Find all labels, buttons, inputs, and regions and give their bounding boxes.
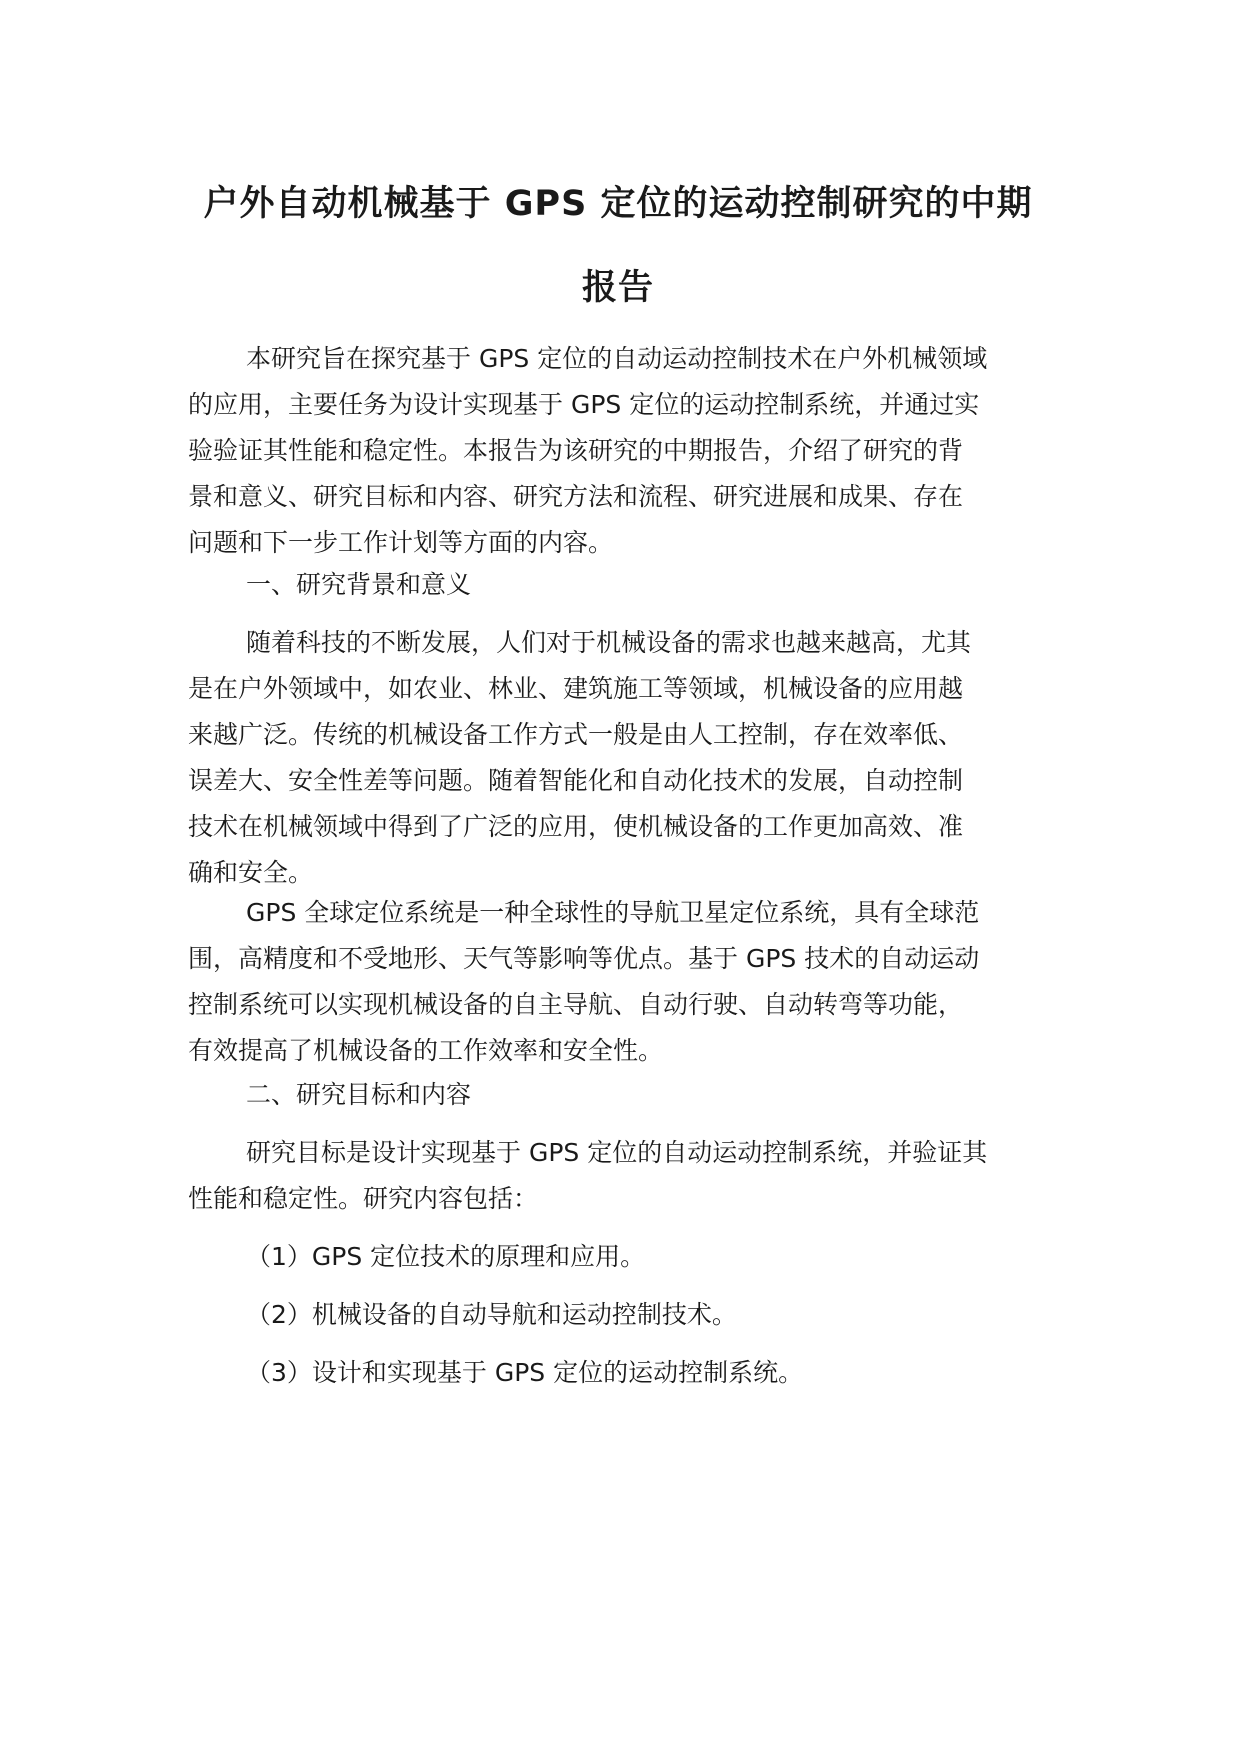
list-item: [188, 1292, 1048, 1338]
paragraph-line: 的应用，主要任务为设计实现基于 GPS 定位的运动控制系统，并通过实: [188, 390, 980, 419]
paragraph-line: 围，高精度和不受地形、天气等影响等优点。基于 GPS 技术的自动运动: [188, 944, 980, 973]
background-paragraph: [188, 620, 1048, 896]
paragraph-line: 来越广泛。传统的机械设备工作方式一般是由人工控制，存在效率低、: [188, 720, 964, 749]
paragraph-line: 随着科技的不断发展，人们对于机械设备的需求也越来越高，尤其: [246, 628, 972, 657]
paragraph-line: 控制系统可以实现机械设备的自主导航、自动行驶、自动转弯等功能，: [188, 990, 964, 1019]
paragraph-line: 问题和下一步工作计划等方面的内容。: [188, 528, 614, 557]
paragraph-line: GPS 全球定位系统是一种全球性的导航卫星定位系统，具有全球范: [246, 898, 980, 927]
goals-paragraph: [188, 1130, 1048, 1222]
list-item-text: （2）机械设备的自动导航和运动控制技术。: [246, 1300, 737, 1329]
list-item-text: （1）GPS 定位技术的原理和应用。: [246, 1242, 646, 1271]
section-heading: 二、研究目标和内容: [246, 1080, 472, 1109]
paragraph-line: 景和意义、研究目标和内容、研究方法和流程、研究进展和成果、存在: [188, 482, 964, 511]
document-title-line-2: 报告: [581, 268, 654, 308]
list-item: [188, 1234, 1048, 1280]
section-heading-background: [188, 562, 1048, 608]
list-item: [188, 1350, 1048, 1396]
paragraph-line: 有效提高了机械设备的工作效率和安全性。: [188, 1036, 664, 1065]
paragraph-line: 是在户外领域中，如农业、林业、建筑施工等领域，机械设备的应用越: [188, 674, 964, 703]
intro-paragraph: [188, 336, 1048, 566]
gps-paragraph: [188, 890, 1048, 1074]
section-heading: 一、研究背景和意义: [246, 570, 472, 599]
paragraph-line: 验验证其性能和稳定性。本报告为该研究的中期报告，介绍了研究的背: [188, 436, 964, 465]
paragraph-line: 确和安全。: [188, 858, 314, 887]
paragraph-line: 误差大、安全性差等问题。随着智能化和自动化技术的发展，自动控制: [188, 766, 964, 795]
document-title-line-1: 户外自动机械基于 GPS 定位的运动控制研究的中期: [203, 184, 1033, 224]
paragraph-line: 本研究旨在探究基于 GPS 定位的自动运动控制技术在户外机械领域: [246, 344, 988, 373]
section-heading-goals: [188, 1072, 1048, 1118]
list-item-text: （3）设计和实现基于 GPS 定位的运动控制系统。: [246, 1358, 804, 1387]
paragraph-line: 技术在机械领域中得到了广泛的应用，使机械设备的工作更加高效、准: [188, 812, 964, 841]
paragraph-line: 性能和稳定性。研究内容包括：: [188, 1184, 539, 1213]
paragraph-line: 研究目标是设计实现基于 GPS 定位的自动运动控制系统，并验证其: [246, 1138, 988, 1167]
